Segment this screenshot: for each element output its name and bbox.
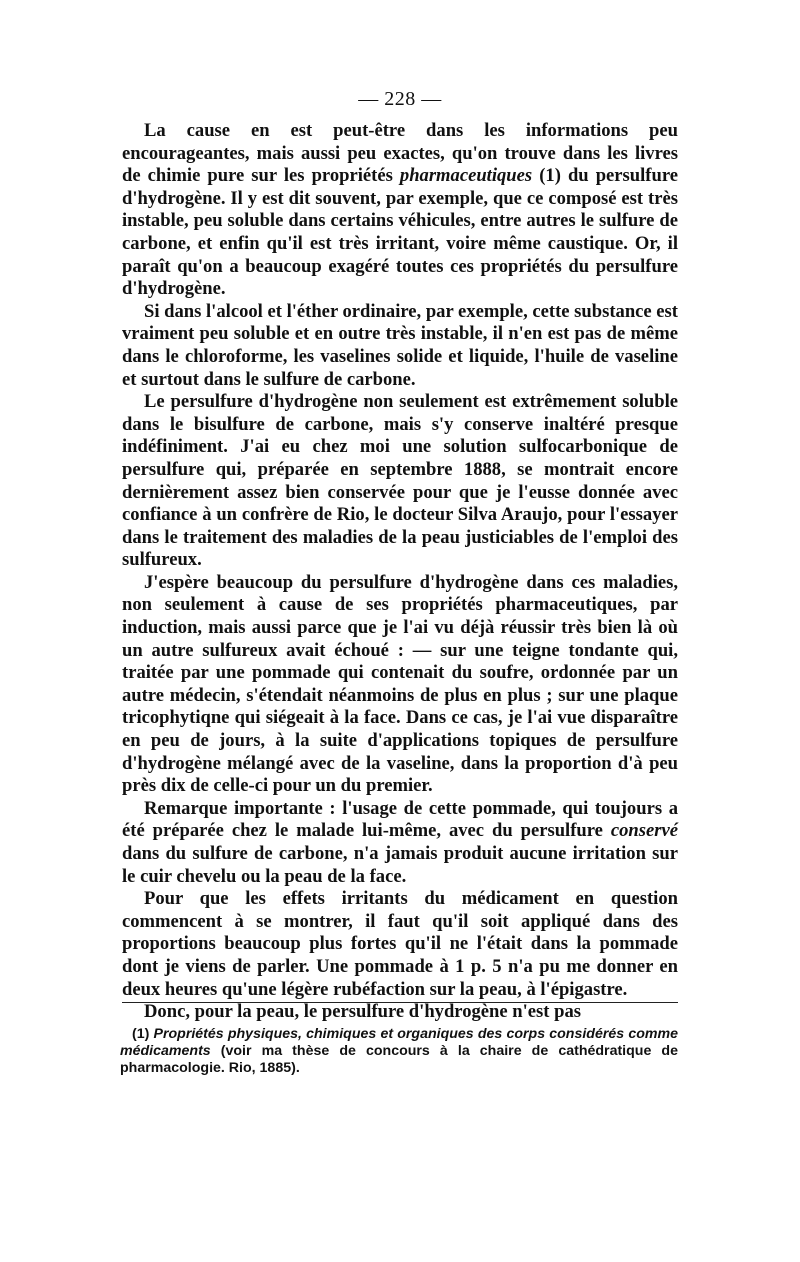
paragraph-5-text-a: Remarque importante : l'usage de cette pommade, qui toujours a été préparée chez le malade lui-même, avec du persulfure — [122, 797, 678, 842]
paragraph-1 — [122, 120, 678, 301]
footnote-mark: (1) — [132, 1026, 150, 1042]
page-number: — 228 — — [358, 88, 442, 110]
paragraph-4: J'espère beaucoup du persulfure d'hydrogène dans ces maladies, non seulement à cause de ses propriétés pharmaceutiques, par induction, mais aussi parce que je l'ai vu déjà réussir très bien là où un autre sulfureux avait échoué : — sur une teigne tondante qui, traitée par une pommade qui contenait du soufre, ordonnée par un autre médecin, s'étendait néanmoins de plus en plus ; sur une plaque tricophytiqne qui siégeait à la face. Dans ce cas, je l'ai vue disparaître en peu de jours, à la suite d'applications topiques de persulfure d'hydrogène mélangé avec de la vaseline, dans la proportion d'à peu près dix de celle-ci pour un du premier. — [122, 571, 678, 797]
paragraph-1-text-a: La cause en est peut-être dans les informations peu encourageantes, mais aussi peu exactes, qu'on trouve dans les livres de chimie pure sur les propriétés — [122, 120, 678, 187]
footnote-text: (voir ma thèse de concours à la chaire de cathédratique de pharmacologie. Rio, 1885). — [120, 1043, 678, 1076]
footnote — [120, 1026, 678, 1077]
paragraph-5-italic: conservé — [610, 820, 678, 842]
paragraph-3: Le persulfure d'hydrogène non seulement est extrêmement soluble dans le bisulfure de carbone, mais s'y conserve inaltéré presque indéfiniment. J'ai eu chez moi une solution sulfocarbonique de persulfure qui, préparée en septembre 1888, se montrait encore dernièrement assez bien conservée pour que je l'eusse donnée avec confiance à un confrère de Rio, le docteur Silva Araujo, pour l'essayer dans le traitement des maladies de la peau justiciables de l'emploi des sulfureux. — [122, 391, 678, 571]
paragraph-1-italic: pharmaceutiques — [399, 165, 533, 187]
paragraph-5-text-b: dans du sulfure de carbone, n'a jamais produit aucune irritation sur le cuir chevelu ou la peau de la face. — [122, 843, 678, 887]
paragraph-1-text-b: (1) du persulfure d'hydrogène. Il y est dit souvent, par exemple, que ce composé est très instable, peu soluble dans certains véhicules, entre autres le sulfure de carbone, et enfin qu'il est très irritant, voire même caustique. Or, il paraît qu'on a beaucoup exagéré toutes ces propriétés du persulfure d'hydrogène. — [122, 165, 678, 300]
paragraph-6: Pour que les effets irritants du médicament en question commencent à se montrer, il faut qu'il soit appliqué dans des proportions beaucoup plus fortes qu'il ne l'était dans la pommade dont je viens de parler. Une pommade à 1 p. 5 n'a pu me donner en deux heures qu'une légère rubéfaction sur la peau, à l'épigastre. — [122, 888, 678, 1000]
paragraph-5 — [122, 798, 678, 888]
footnote-divider — [122, 1002, 678, 1003]
body-text — [122, 120, 678, 1024]
footnote-italic-title: Propriétés physiques, chimiques et organiques des corps considérés comme médicaments — [120, 1026, 678, 1059]
paragraph-7: Donc, pour la peau, le persulfure d'hydrogène n'est pas — [144, 1001, 582, 1023]
paragraph-2: Si dans l'alcool et l'éther ordinaire, par exemple, cette substance est vraiment peu soluble et en outre très instable, il n'en est pas de même dans le chloroforme, les vaselines solide et liquide, l'huile de vaseline et surtout dans le sulfure de carbone. — [122, 300, 678, 390]
